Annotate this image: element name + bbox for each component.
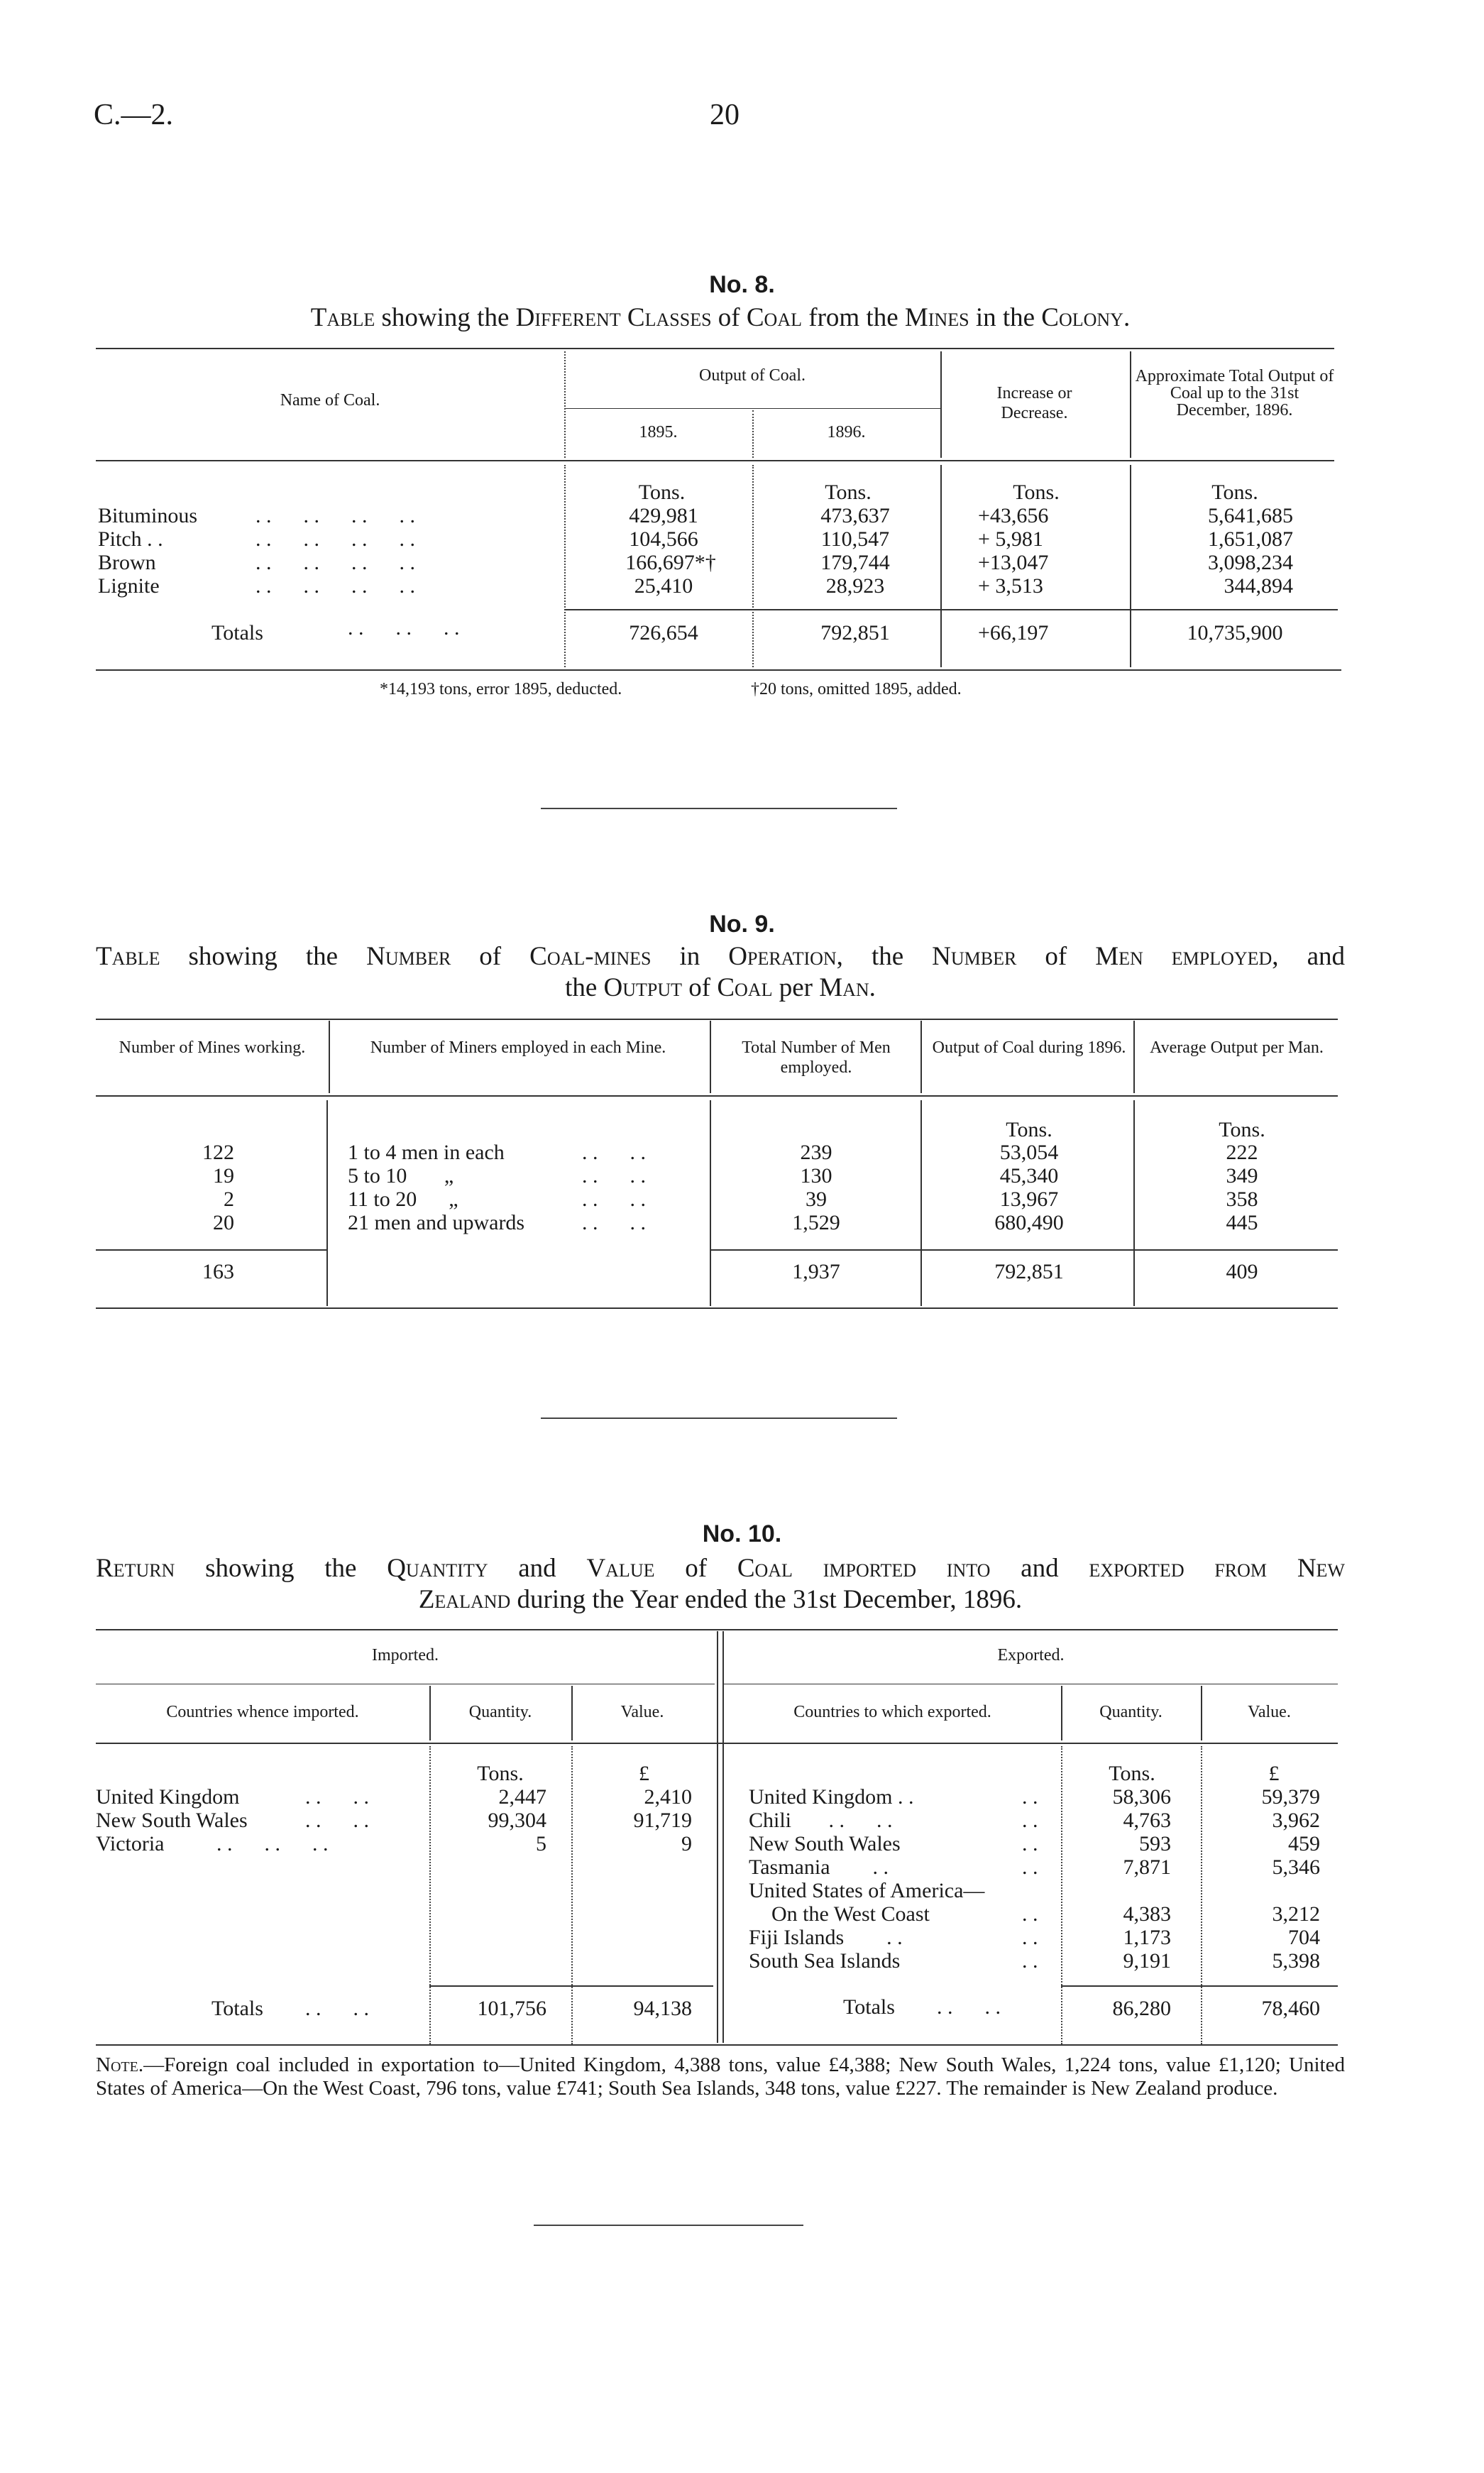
cell-1896: 28,923 (825, 574, 885, 598)
t9-header-avg: Average Output per Man. (1150, 1038, 1324, 1057)
coal-name: Bituminous (98, 504, 198, 527)
t8-unit: Tons. (1211, 481, 1258, 504)
import-country: United Kingdom (96, 1785, 240, 1809)
table10-caption: Return showing the Quantity and Value of Coal imported into and exported from New Zealand during the Year ended the 31st December, 1896. (96, 1554, 1345, 1614)
t8-unit: Tons. (638, 481, 686, 504)
t8-header-approx: Approximate Total Output of Coal up to the 31st December, 1896. (1135, 367, 1334, 420)
leader-dots: . . (1022, 1949, 1038, 1973)
section-divider (541, 808, 897, 809)
leader-dots: . . . . (305, 1809, 369, 1832)
total-men: 1,937 (792, 1260, 840, 1283)
export-total-qty: 86,280 (1112, 1997, 1171, 2020)
t10-imp-header-country: Countries whence imported. (166, 1703, 359, 1721)
imported-label: Imported. (372, 1646, 439, 1665)
t10-unit: £ (639, 1762, 649, 1785)
leader-dots: . . . . (582, 1211, 646, 1234)
t8-header-1896: 1896. (827, 423, 866, 442)
export-value: 704 (1288, 1926, 1320, 1949)
total-avg: 409 (1226, 1260, 1258, 1283)
leader-dots: . . . . (937, 1995, 1001, 2019)
cell-change: + 5,981 (978, 527, 1043, 551)
cell-men: 39 (806, 1188, 827, 1211)
table8-footnote-1: *14,193 tons, error 1895, deducted. (380, 680, 622, 698)
totals-label: Totals (843, 1995, 895, 2019)
cell-miners: 5 to 10 „ (348, 1164, 454, 1188)
table8-number: No. 8. (709, 271, 775, 298)
table9-number: No. 9. (709, 911, 775, 938)
cell-1895: 25,410 (634, 574, 693, 598)
t10-imp-header-qty: Quantity. (468, 1703, 532, 1721)
cell-output: 53,054 (999, 1141, 1059, 1164)
cell-total: 3,098,234 (1208, 551, 1293, 574)
t8-header-output: Output of Coal. (699, 366, 806, 385)
page-number: 20 (710, 99, 740, 131)
leader-dots: . . . . . . . . (255, 527, 415, 551)
cell-men: 239 (800, 1141, 832, 1164)
leader-dots: . . . . (582, 1188, 646, 1211)
cell-mines: 122 (202, 1141, 234, 1164)
cell-output: 13,967 (999, 1188, 1059, 1211)
export-country: New South Wales (749, 1832, 901, 1855)
leader-dots: . . . . (305, 1785, 369, 1809)
cell-miners: 1 to 4 men in each (348, 1141, 505, 1164)
t10-exp-header-country: Countries to which exported. (793, 1703, 991, 1721)
export-qty: 593 (1139, 1832, 1171, 1855)
note-label: Note. (96, 2053, 144, 2076)
table10-number: No. 10. (702, 1520, 782, 1547)
export-value: 59,379 (1261, 1785, 1320, 1809)
table9-caption: Table showing the Number of Coal-mines in Operation, the Number of Men employed, and the Output of Coal per Man. (96, 942, 1345, 1002)
export-qty: 4,763 (1123, 1809, 1171, 1832)
note-text: —Foreign coal included in exportation to—United Kingdom, 4,388 tons, value £4,388; New South Wales, 1,224 tons, value £1,120; United States of America—On the West Coast, 796 tons, value £741; South Sea Islands, 348 tons, value £227. The remainder is New Zealand produce. (96, 2053, 1345, 2100)
export-qty: 4,383 (1123, 1902, 1171, 1926)
section-divider (534, 2225, 803, 2226)
leader-dots: . . . . . . (348, 616, 460, 640)
total-mines: 163 (202, 1260, 234, 1283)
totals-label: Totals (211, 621, 263, 645)
import-qty: 99,304 (488, 1809, 546, 1832)
export-qty: 7,871 (1123, 1855, 1171, 1879)
coal-name: Lignite (98, 574, 160, 598)
export-value: 3,962 (1272, 1809, 1320, 1832)
cell-mines: 2 (224, 1188, 234, 1211)
cell-1896: 473,637 (820, 504, 890, 527)
total-1896: 792,851 (820, 621, 890, 645)
total-approx: 10,735,900 (1187, 621, 1283, 645)
t8-header-name: Name of Coal. (280, 391, 380, 410)
cell-change: +13,047 (978, 551, 1049, 574)
cell-1896: 179,744 (820, 551, 890, 574)
cell-avg: 349 (1226, 1164, 1258, 1188)
coal-name: Pitch . . (98, 527, 163, 551)
import-country: Victoria (96, 1832, 165, 1855)
export-country: South Sea Islands (749, 1949, 901, 1973)
table10-note (96, 2053, 1345, 2100)
t10-unit: £ (1268, 1762, 1280, 1785)
cell-miners: 21 men and upwards (348, 1211, 525, 1234)
total-change: +66,197 (978, 621, 1049, 645)
total-output: 792,851 (994, 1260, 1064, 1283)
import-country: New South Wales (96, 1809, 248, 1832)
section-divider (541, 1418, 897, 1419)
t10-unit: Tons. (1109, 1762, 1155, 1785)
export-value: 5,346 (1272, 1855, 1320, 1879)
leader-dots: . . . . . . . . (255, 504, 415, 527)
t9-header-men: Total Number of Men employed. (742, 1038, 891, 1077)
exported-label: Exported. (997, 1646, 1065, 1665)
total-1895: 726,654 (629, 621, 698, 645)
t9-header-output: Output of Coal during 1896. (932, 1038, 1126, 1057)
leader-dots: . . . . . . . . (255, 574, 415, 598)
cell-avg: 358 (1226, 1188, 1258, 1211)
cell-1895: 166,697*† (625, 551, 716, 574)
cell-output: 45,340 (999, 1164, 1059, 1188)
export-qty: 58,306 (1112, 1785, 1171, 1809)
export-qty: 1,173 (1123, 1926, 1171, 1949)
import-total-qty: 101,756 (477, 1997, 546, 2020)
export-country: On the West Coast (771, 1902, 930, 1926)
leader-dots: . . (1022, 1855, 1038, 1879)
leader-dots: . . . . . . (216, 1832, 329, 1855)
t10-imp-header-value: Value. (620, 1703, 664, 1721)
t8-header-increase: Increase or Decrease. (996, 384, 1072, 422)
cell-1895: 429,981 (629, 504, 698, 527)
cell-1895: 104,566 (629, 527, 698, 551)
cell-mines: 20 (213, 1211, 234, 1234)
export-value: 459 (1288, 1832, 1320, 1855)
leader-dots: . . . . . . . . (255, 551, 415, 574)
t8-unit: Tons. (1013, 481, 1060, 504)
table8-footnote-2: †20 tons, omitted 1895, added. (751, 680, 962, 698)
cell-total: 5,641,685 (1208, 504, 1293, 527)
t10-exp-header-value: Value. (1248, 1703, 1291, 1721)
totals-label: Totals (211, 1997, 263, 2020)
t9-header-miners: Number of Miners employed in each Mine. (370, 1038, 666, 1057)
page-series: C.—2. (94, 99, 174, 131)
export-country: United States of America— (749, 1879, 985, 1902)
import-qty: 2,447 (498, 1785, 546, 1809)
leader-dots: . . (1022, 1902, 1038, 1926)
export-value: 3,212 (1272, 1902, 1320, 1926)
cell-total: 1,651,087 (1208, 527, 1293, 551)
leader-dots: . . . . (582, 1141, 646, 1164)
t8-unit: Tons. (825, 481, 872, 504)
t9-header-mines: Number of Mines working. (119, 1038, 306, 1057)
export-country: Tasmania . . (749, 1855, 889, 1879)
table8-caption: Table showing the Different Classes of Coal from the Mines in the Colony. (310, 303, 1131, 332)
coal-name: Brown (98, 551, 156, 574)
leader-dots: . . (1022, 1785, 1038, 1809)
import-value: 9 (681, 1832, 692, 1855)
cell-mines: 19 (213, 1164, 234, 1188)
leader-dots: . . . . (305, 1997, 369, 2020)
cell-avg: 445 (1226, 1211, 1258, 1234)
cell-total: 344,894 (1224, 574, 1293, 598)
cell-miners: 11 to 20 „ (348, 1188, 458, 1211)
leader-dots: . . (1022, 1926, 1038, 1949)
t9-unit: Tons. (1006, 1118, 1052, 1141)
t9-unit: Tons. (1219, 1118, 1265, 1141)
export-country: Fiji Islands . . (749, 1926, 903, 1949)
leader-dots: . . (1022, 1809, 1038, 1832)
import-value: 91,719 (633, 1809, 692, 1832)
t10-unit: Tons. (477, 1762, 524, 1785)
import-value: 2,410 (644, 1785, 692, 1809)
export-country: Chili . . . . (749, 1809, 893, 1832)
leader-dots: . . (1022, 1832, 1038, 1855)
export-value: 5,398 (1272, 1949, 1320, 1973)
t8-header-1895: 1895. (639, 423, 678, 442)
leader-dots: . . . . (582, 1164, 646, 1188)
cell-avg: 222 (1226, 1141, 1258, 1164)
t10-exp-header-qty: Quantity. (1099, 1703, 1163, 1721)
cell-change: + 3,513 (978, 574, 1043, 598)
cell-change: +43,656 (978, 504, 1049, 527)
cell-men: 130 (800, 1164, 832, 1188)
cell-output: 680,490 (994, 1211, 1064, 1234)
export-total-value: 78,460 (1261, 1997, 1320, 2020)
cell-1896: 110,547 (820, 527, 890, 551)
import-total-value: 94,138 (633, 1997, 692, 2020)
cell-men: 1,529 (792, 1211, 840, 1234)
export-country: United Kingdom . . (749, 1785, 914, 1809)
import-qty: 5 (536, 1832, 546, 1855)
export-qty: 9,191 (1123, 1949, 1171, 1973)
